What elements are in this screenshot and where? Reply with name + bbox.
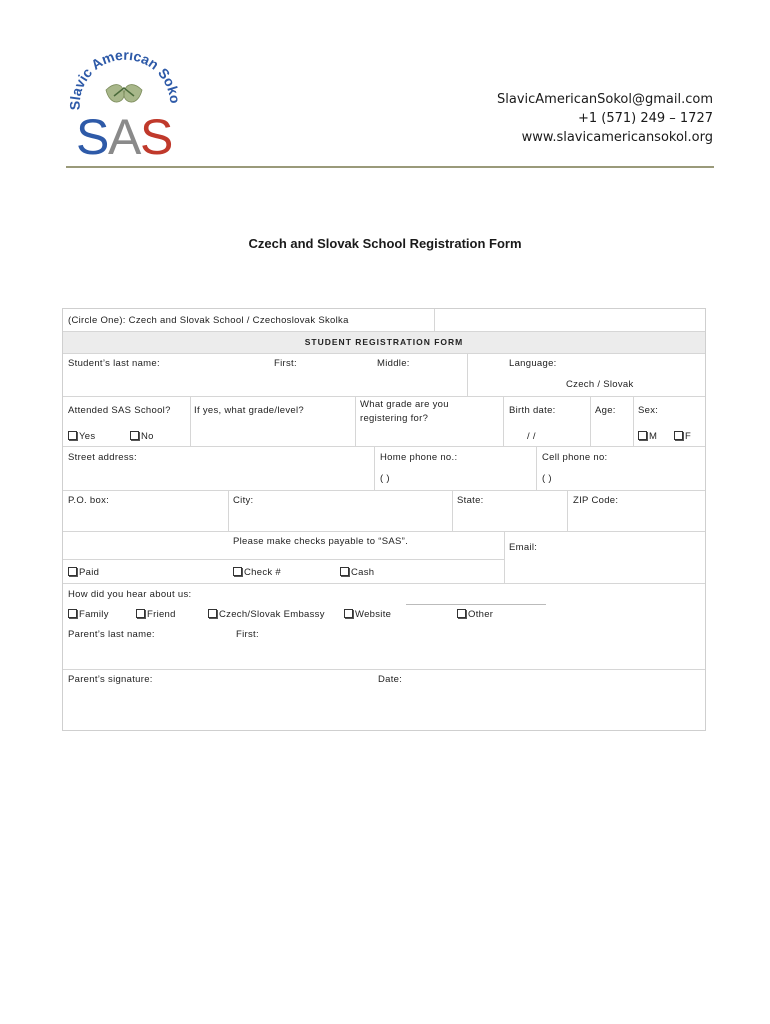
logo-arc-textpath: Slavic American Soko (66, 52, 182, 111)
hear-about-label: How did you hear about us: (68, 589, 192, 600)
check-number-option[interactable] (233, 567, 281, 578)
logo-letter-a: A (108, 109, 142, 162)
checkbox-icon[interactable] (68, 567, 77, 576)
hear-website-option[interactable] (344, 609, 391, 620)
checkbox-icon[interactable] (130, 431, 139, 440)
checks-payable-note: Please make checks payable to “SAS”. (233, 536, 409, 547)
checkbox-icon[interactable] (638, 431, 647, 440)
checkbox-icon[interactable] (68, 609, 77, 618)
grade-registering-line2: registering for? (360, 413, 429, 424)
street-address-label[interactable]: Street address: (68, 452, 137, 463)
paid-text: Paid (79, 567, 100, 578)
checkbox-icon[interactable] (68, 431, 77, 440)
contact-phone: +1 (571) 249 – 1727 (577, 111, 713, 126)
checkbox-icon[interactable] (344, 609, 353, 618)
sex-m-text: M (649, 431, 658, 442)
hear-other-option[interactable] (457, 609, 493, 620)
zip-label[interactable]: ZIP Code: (573, 495, 619, 506)
attended-yes-text: Yes (79, 431, 96, 442)
student-last-name-label[interactable]: Student’s last name: (68, 358, 160, 369)
grade-level-label[interactable]: If yes, what grade/level? (194, 405, 304, 416)
home-phone-parens: ( ) (380, 473, 390, 484)
sokol-logo (64, 52, 182, 162)
leaf-icon (106, 85, 142, 102)
attended-sas-label: Attended SAS School? (68, 405, 171, 416)
student-middle-name-label[interactable]: Middle: (377, 358, 410, 369)
other-underline[interactable] (406, 604, 546, 605)
hear-friend-option[interactable] (136, 609, 176, 620)
logo-letter-s1: S (76, 109, 110, 162)
hear-friend-text: Friend (147, 609, 176, 620)
attended-no-text: No (141, 431, 154, 442)
cash-text: Cash (351, 567, 375, 578)
circle-one-label: (Circle One): Czech and Slovak School / Czechoslovak Skolka (68, 315, 349, 326)
cash-option[interactable] (340, 567, 374, 578)
sex-f-text: F (685, 431, 692, 442)
hear-family-text: Family (79, 609, 109, 620)
logo-arc-text (64, 52, 182, 110)
checkbox-icon[interactable] (208, 609, 217, 618)
sex-f-option[interactable] (674, 431, 691, 442)
hear-website-text: Website (355, 609, 392, 620)
contact-email[interactable]: SlavicAmericanSokol@gmail.com (497, 92, 713, 107)
paid-option[interactable] (68, 567, 99, 578)
sex-m-option[interactable] (638, 431, 657, 442)
birth-date-label[interactable]: Birth date: (509, 405, 556, 416)
sex-label: Sex: (638, 405, 659, 416)
city-label[interactable]: City: (233, 495, 254, 506)
hear-embassy-text: Czech/Slovak Embassy (219, 609, 325, 620)
date-label[interactable]: Date: (378, 674, 403, 685)
checkbox-icon[interactable] (340, 567, 349, 576)
check-number-text: Check # (244, 567, 281, 578)
section-title: STUDENT REGISTRATION FORM (304, 337, 464, 347)
checkbox-icon[interactable] (136, 609, 145, 618)
logo-letter-s2: S (140, 109, 174, 162)
email-label[interactable]: Email: (509, 542, 538, 553)
hear-other-text: Other (468, 609, 494, 620)
language-options[interactable]: Czech / Slovak (566, 379, 634, 390)
hear-family-option[interactable] (68, 609, 109, 620)
header-divider (66, 166, 714, 168)
hear-embassy-option[interactable] (208, 609, 325, 620)
cell-phone-label[interactable]: Cell phone no: (542, 452, 608, 463)
birth-date-slashes: / / (527, 431, 536, 442)
checkbox-icon[interactable] (674, 431, 683, 440)
cell-phone-parens: ( ) (542, 473, 552, 484)
contact-website[interactable]: www.slavicamericansokol.org (521, 130, 713, 145)
checkbox-icon[interactable] (233, 567, 242, 576)
sokol-logo-graphic (64, 52, 182, 162)
grade-registering-line1[interactable]: What grade are you (360, 399, 449, 410)
language-label: Language: (509, 358, 557, 369)
student-first-name-label[interactable]: First: (274, 358, 297, 369)
state-label[interactable]: State: (457, 495, 484, 506)
page-title: Czech and Slovak School Registration Form (248, 236, 522, 251)
attended-yes-option[interactable] (68, 431, 95, 442)
home-phone-label[interactable]: Home phone no.: (380, 452, 458, 463)
attended-no-option[interactable] (130, 431, 154, 442)
po-box-label[interactable]: P.O. box: (68, 495, 110, 506)
checkbox-icon[interactable] (457, 609, 466, 618)
parent-last-name-label[interactable]: Parent’s last name: (68, 629, 155, 640)
age-label[interactable]: Age: (595, 405, 616, 416)
parent-first-name-label[interactable]: First: (236, 629, 259, 640)
registration-form (62, 308, 706, 731)
parent-signature-label[interactable]: Parent’s signature: (68, 674, 153, 685)
